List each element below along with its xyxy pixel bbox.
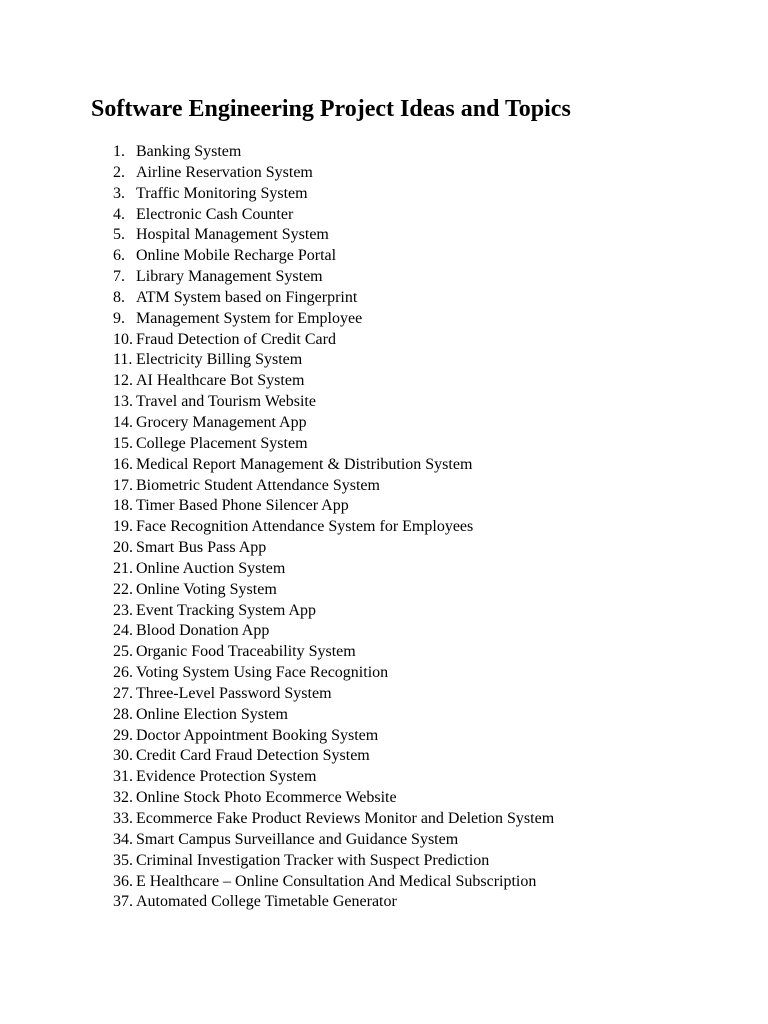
list-item-text: Online Stock Photo Ecommerce Website (136, 789, 397, 807)
list-item-text: Three-Level Password System (136, 684, 332, 702)
list-item-number: 2. (113, 163, 125, 181)
list-item-text: Automated College Timetable Generator (136, 893, 397, 911)
list-item-number: 16. (113, 455, 133, 473)
list-item-number: 25. (113, 643, 133, 661)
list-item-text: Biometric Student Attendance System (136, 476, 380, 494)
list-item-number: 3. (113, 184, 125, 202)
list-item-text: Criminal Investigation Tracker with Suspect Prediction (136, 851, 490, 869)
list-item-number: 35. (113, 851, 133, 869)
list-item-number: 36. (113, 872, 133, 890)
list-item-number: 8. (113, 288, 125, 306)
list-item-number: 9. (113, 309, 125, 327)
list-item-text: Electricity Billing System (136, 351, 303, 369)
list-item-number: 21. (113, 559, 133, 577)
list-item-number: 33. (113, 810, 133, 827)
list-item-number: 37. (113, 893, 133, 911)
list-item-number: 27. (113, 684, 133, 702)
list-item-text: Online Mobile Recharge Portal (136, 247, 337, 265)
list-item-number: 17. (113, 476, 133, 494)
list-item-number: 23. (113, 601, 133, 619)
list-item-number: 30. (113, 747, 133, 765)
list-item-number: 32. (113, 789, 133, 807)
list-item-text: Grocery Management App (136, 413, 307, 431)
list-item-number: 28. (113, 705, 133, 723)
document-title: Software Engineering Project Ideas and Topics (91, 96, 571, 122)
list-item-text: E Healthcare – Online Consultation And Medical Subscription (136, 872, 537, 890)
list-item-text: Organic Food Traceability System (136, 643, 356, 661)
list-item-number: 34. (113, 830, 133, 848)
list-item-text: Doctor Appointment Booking System (136, 726, 379, 744)
list-item-text: AI Healthcare Bot System (136, 372, 305, 390)
list-item-number: 18. (113, 497, 133, 515)
list-item-text: Smart Campus Surveillance and Guidance System (136, 830, 459, 848)
list-item-text: Ecommerce Fake Product Reviews Monitor and Deletion System (136, 810, 555, 827)
list-item-number: 5. (113, 226, 125, 244)
list-item-text: Travel and Tourism Website (136, 393, 316, 411)
list-item-number: 12. (113, 372, 133, 390)
list-item-number: 1. (113, 143, 125, 160)
list-item-number: 24. (113, 622, 133, 640)
list-item-text: Electronic Cash Counter (136, 205, 294, 223)
list-item-number: 14. (113, 413, 133, 431)
list-item-text: Credit Card Fraud Detection System (136, 747, 370, 765)
list-item-number: 13. (113, 393, 133, 411)
list-item-number: 11. (113, 351, 133, 369)
list-item-text: Online Election System (136, 705, 288, 723)
list-item-text: Timer Based Phone Silencer App (136, 497, 349, 515)
list-item-text: Banking System (136, 143, 242, 160)
list-item-text: Smart Bus Pass App (136, 539, 267, 557)
list-item-text: Fraud Detection of Credit Card (136, 330, 336, 348)
list-item-text: Online Auction System (136, 559, 286, 577)
list-item-text: Hospital Management System (136, 226, 329, 244)
list-item-number: 22. (113, 580, 133, 598)
list-item-number: 15. (113, 434, 133, 452)
list-item-text: Library Management System (136, 268, 323, 286)
list-item-number: 31. (113, 768, 133, 786)
list-item-text: Event Tracking System App (136, 601, 317, 619)
list-item-text: Evidence Protection System (136, 768, 317, 786)
list-item-number: 7. (113, 268, 125, 286)
list-item-text: Management System for Employee (136, 309, 363, 327)
list-item-number: 6. (113, 247, 125, 265)
list-item-number: 4. (113, 205, 125, 223)
list-item-number: 10. (113, 330, 133, 348)
list-item-number: 29. (113, 726, 133, 744)
list-item-text: ATM System based on Fingerprint (136, 288, 358, 306)
list-item-text: Airline Reservation System (136, 163, 313, 181)
list-item-number: 20. (113, 539, 133, 557)
list-item-text: Face Recognition Attendance System for Employees (136, 518, 474, 536)
list-item-text: Voting System Using Face Recognition (136, 664, 389, 682)
list-item-text: Traffic Monitoring System (136, 184, 308, 202)
list-item-number: 26. (113, 664, 133, 682)
list-item-text: College Placement System (136, 434, 308, 452)
list-item-text: Online Voting System (136, 580, 277, 598)
list-item-text: Medical Report Management & Distribution System (136, 455, 473, 473)
list-item-text: Blood Donation App (136, 622, 270, 640)
list-item-number: 19. (113, 518, 133, 536)
